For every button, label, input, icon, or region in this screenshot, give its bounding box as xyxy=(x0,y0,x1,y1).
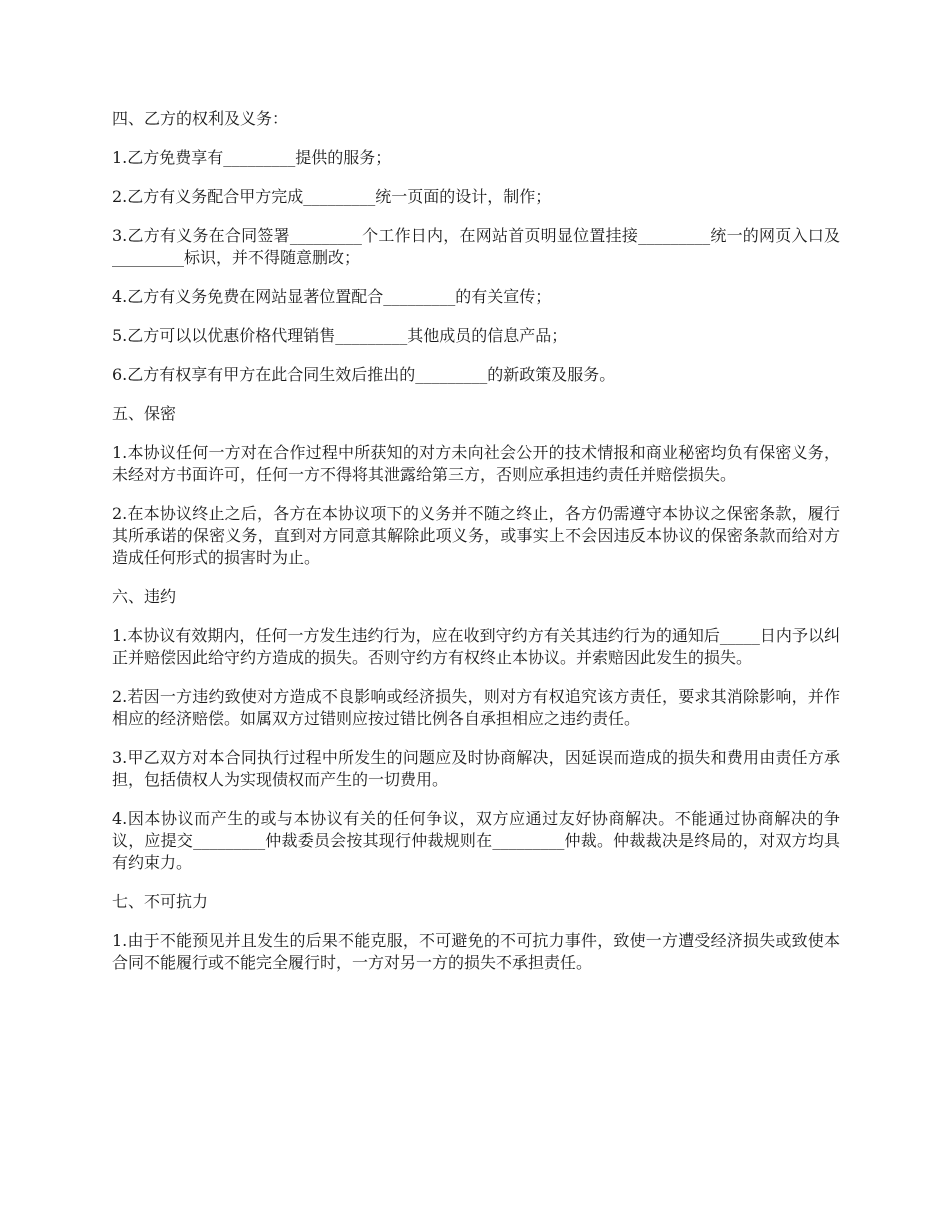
clause: 1.本协议任何一方对在合作过程中所获知的对方未向社会公开的技术情报和商业秘密均负有保密义务，未经对方书面许可，任何一方不得将其泄露给第三方，否则应承担违约责任并赔偿损失。 xyxy=(112,443,840,484)
clause: 6.乙方有权享有甲方在此合同生效后推出的_________的新政策及服务。 xyxy=(112,365,616,384)
contract-page xyxy=(112,108,840,991)
section-force-majeure xyxy=(112,891,840,974)
clause: 5.乙方可以以优惠价格代理销售_________其他成员的信息产品； xyxy=(112,326,568,345)
section-heading: 七、不可抗力 xyxy=(112,892,209,911)
section-heading: 五、保密 xyxy=(112,404,177,423)
section-confidentiality xyxy=(112,403,840,569)
clause: 1.乙方免费享有_________提供的服务； xyxy=(112,148,392,167)
clause: 1.本协议有效期内，任何一方发生违约行为，应在收到守约方有关其违约行为的通知后_____日内予以纠正并赔偿因此给守约方造成的损失。否则守约方有权终止本协议。并索赔因此发生的损失。 xyxy=(112,626,840,667)
section-breach xyxy=(112,586,840,874)
clause: 1.由于不能预见并且发生的后果不能克服，不可避免的不可抗力事件，致使一方遭受经济损失或致使本合同不能履行或不能完全履行时，一方对另一方的损失不承担责任。 xyxy=(112,931,840,972)
section-rights-obligations xyxy=(112,108,840,386)
clause: 3.乙方有义务在合同签署_________个工作日内，在网站首页明显位置挂接_________统一的网页入口及_________标识，并不得随意删改； xyxy=(112,226,840,267)
clause: 4.因本协议而产生的或与本协议有关的任何争议，双方应通过友好协商解决。不能通过协商解决的争议，应提交_________仲裁委员会按其现行仲裁规则在_________仲裁。仲裁裁决是终局的，对双方均具有约束力。 xyxy=(112,809,840,872)
clause: 2.在本协议终止之后，各方在本协议项下的义务并不随之终止，各方仍需遵守本协议之保密条款，履行其所承诺的保密义务，直到对方同意其解除此项义务，或事实上不会因违反本协议的保密条款而给对方造成任何形式的损害时为止。 xyxy=(112,504,840,567)
section-heading: 六、违约 xyxy=(112,587,177,606)
clause: 3.甲乙双方对本合同执行过程中所发生的问题应及时协商解决，因延误而造成的损失和费用由责任方承担，包括债权人为实现债权而产生的一切费用。 xyxy=(112,748,840,789)
clause: 4.乙方有义务免费在网站显著位置配合_________的有关宣传； xyxy=(112,287,552,306)
section-heading: 四、乙方的权利及义务： xyxy=(112,109,289,128)
clause: 2.若因一方违约致使对方造成不良影响或经济损失，则对方有权追究该方责任，要求其消除影响，并作相应的经济赔偿。如属双方过错则应按过错比例各自承担相应之违约责任。 xyxy=(112,687,840,728)
clause: 2.乙方有义务配合甲方完成_________统一页面的设计，制作； xyxy=(112,187,552,206)
